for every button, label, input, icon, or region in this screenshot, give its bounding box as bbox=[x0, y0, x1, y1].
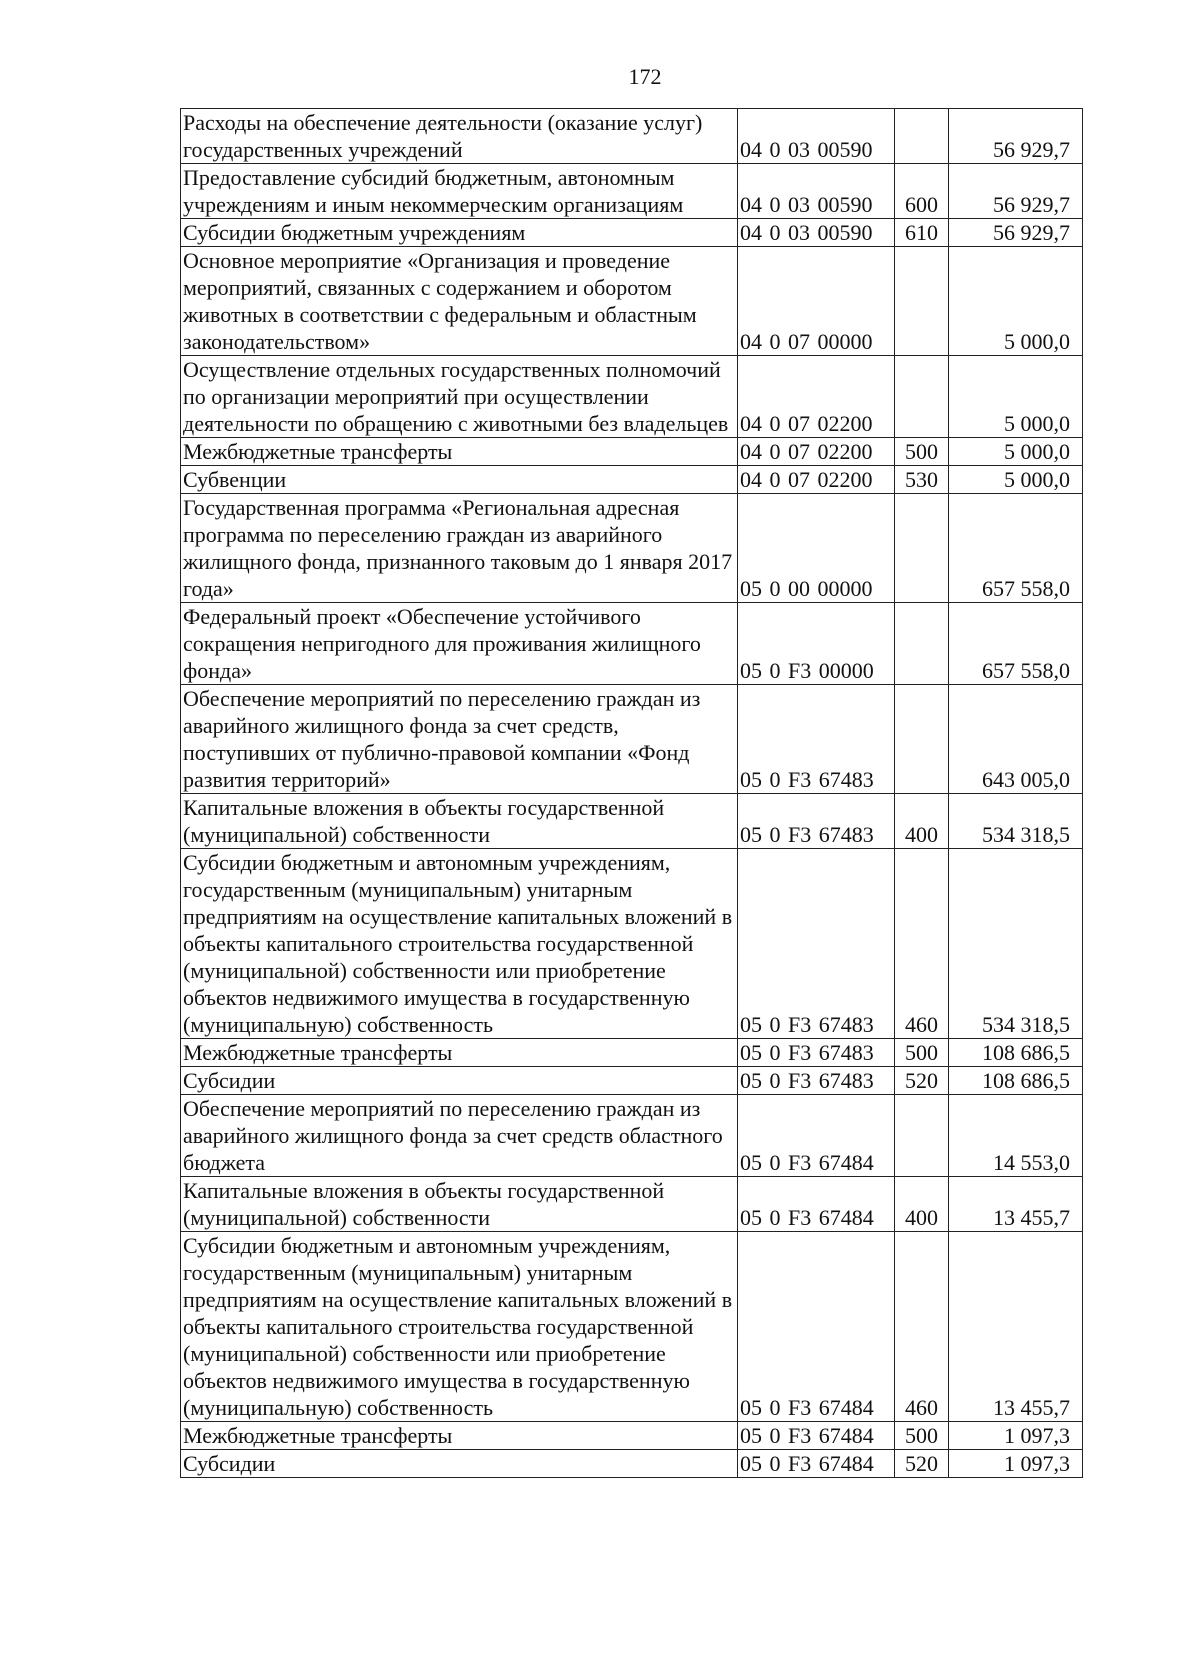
row-code: 05 0 F3 67483 bbox=[738, 685, 895, 794]
row-sum: 56 929,7 bbox=[949, 219, 1083, 247]
table-row bbox=[181, 1095, 1083, 1177]
table-row bbox=[181, 1232, 1083, 1422]
row-name: Осуществление отдельных государственных полномочий по организации мероприятий при осуществлении деятельности по обращению с животными без владельцев bbox=[181, 356, 738, 438]
row-name: Расходы на обеспечение деятельности (оказание услуг) государственных учреждений bbox=[181, 109, 738, 164]
row-code: 05 0 F3 67483 bbox=[738, 849, 895, 1039]
table-row bbox=[181, 356, 1083, 438]
row-name: Субвенции bbox=[181, 466, 738, 494]
row-sum: 14 553,0 bbox=[949, 1095, 1083, 1177]
row-sum: 643 005,0 bbox=[949, 685, 1083, 794]
row-name: Субсидии bbox=[181, 1067, 738, 1095]
row-sum: 657 558,0 bbox=[949, 603, 1083, 685]
row-code: 04 0 07 02200 bbox=[738, 356, 895, 438]
row-kind: 610 bbox=[895, 219, 949, 247]
row-kind bbox=[895, 247, 949, 356]
row-sum: 657 558,0 bbox=[949, 494, 1083, 603]
table-row bbox=[181, 247, 1083, 356]
row-kind bbox=[895, 1095, 949, 1177]
table-row bbox=[181, 164, 1083, 219]
row-code: 04 0 03 00590 bbox=[738, 219, 895, 247]
row-kind: 460 bbox=[895, 849, 949, 1039]
table-row bbox=[181, 849, 1083, 1039]
row-sum: 5 000,0 bbox=[949, 247, 1083, 356]
row-code: 05 0 F3 67484 bbox=[738, 1095, 895, 1177]
table-row bbox=[181, 109, 1083, 164]
table-row bbox=[181, 494, 1083, 603]
table-row bbox=[181, 1177, 1083, 1232]
row-name: Субсидии бюджетным и автономным учреждениям, государственным (муниципальным) унитарным предприятиям на осуществление капитальных вложений в объекты капитального строительства государственной (муниципальной) собственности или приобретение объектов недвижимого имущества в государственную (муниципальную) собственность bbox=[181, 1232, 738, 1422]
row-name: Субсидии bbox=[181, 1450, 738, 1478]
row-kind: 460 bbox=[895, 1232, 949, 1422]
row-kind: 500 bbox=[895, 1039, 949, 1067]
row-sum: 108 686,5 bbox=[949, 1067, 1083, 1095]
row-name: Капитальные вложения в объекты государственной (муниципальной) собственности bbox=[181, 794, 738, 849]
row-name: Обеспечение мероприятий по переселению граждан из аварийного жилищного фонда за счет средств, поступивших от публично-правовой компании «Фонд развития территорий» bbox=[181, 685, 738, 794]
row-sum: 5 000,0 bbox=[949, 466, 1083, 494]
table-row bbox=[181, 438, 1083, 466]
row-name: Межбюджетные трансферты bbox=[181, 438, 738, 466]
row-code: 05 0 00 00000 bbox=[738, 494, 895, 603]
row-code: 05 0 F3 00000 bbox=[738, 603, 895, 685]
row-code: 05 0 F3 67484 bbox=[738, 1422, 895, 1450]
row-code: 05 0 F3 67484 bbox=[738, 1232, 895, 1422]
row-name: Предоставление субсидий бюджетным, автономным учреждениям и иным некоммерческим организациям bbox=[181, 164, 738, 219]
row-code: 04 0 03 00590 bbox=[738, 109, 895, 164]
row-kind: 400 bbox=[895, 1177, 949, 1232]
row-name: Субсидии бюджетным и автономным учреждениям, государственным (муниципальным) унитарным предприятиям на осуществление капитальных вложений в объекты капитального строительства государственной (муниципальной) собственности или приобретение объектов недвижимого имущества в государственную (муниципальную) собственность bbox=[181, 849, 738, 1039]
row-kind bbox=[895, 685, 949, 794]
row-kind: 500 bbox=[895, 438, 949, 466]
row-code: 05 0 F3 67484 bbox=[738, 1450, 895, 1478]
row-code: 05 0 F3 67483 bbox=[738, 1067, 895, 1095]
row-sum: 13 455,7 bbox=[949, 1232, 1083, 1422]
table-row bbox=[181, 1422, 1083, 1450]
page-number: 172 bbox=[628, 64, 662, 89]
row-name: Капитальные вложения в объекты государственной (муниципальной) собственности bbox=[181, 1177, 738, 1232]
row-code: 04 0 07 02200 bbox=[738, 466, 895, 494]
row-sum: 5 000,0 bbox=[949, 356, 1083, 438]
row-code: 05 0 F3 67484 bbox=[738, 1177, 895, 1232]
row-sum: 1 097,3 bbox=[949, 1422, 1083, 1450]
table-row bbox=[181, 794, 1083, 849]
row-name: Федеральный проект «Обеспечение устойчивого сокращения непригодного для проживания жилищного фонда» bbox=[181, 603, 738, 685]
row-sum: 108 686,5 bbox=[949, 1039, 1083, 1067]
table-row bbox=[181, 219, 1083, 247]
row-kind: 520 bbox=[895, 1067, 949, 1095]
row-kind: 520 bbox=[895, 1450, 949, 1478]
row-sum: 56 929,7 bbox=[949, 109, 1083, 164]
table-row bbox=[181, 1039, 1083, 1067]
row-sum: 1 097,3 bbox=[949, 1450, 1083, 1478]
row-kind bbox=[895, 603, 949, 685]
row-kind bbox=[895, 494, 949, 603]
row-sum: 534 318,5 bbox=[949, 849, 1083, 1039]
row-kind bbox=[895, 109, 949, 164]
table-row bbox=[181, 685, 1083, 794]
row-name: Межбюджетные трансферты bbox=[181, 1422, 738, 1450]
table-row bbox=[181, 466, 1083, 494]
row-code: 05 0 F3 67483 bbox=[738, 1039, 895, 1067]
row-name: Межбюджетные трансферты bbox=[181, 1039, 738, 1067]
row-code: 05 0 F3 67483 bbox=[738, 794, 895, 849]
row-sum: 5 000,0 bbox=[949, 438, 1083, 466]
table-row bbox=[181, 1067, 1083, 1095]
row-kind: 600 bbox=[895, 164, 949, 219]
row-sum: 534 318,5 bbox=[949, 794, 1083, 849]
row-kind: 530 bbox=[895, 466, 949, 494]
row-name: Обеспечение мероприятий по переселению граждан из аварийного жилищного фонда за счет средств областного бюджета bbox=[181, 1095, 738, 1177]
row-sum: 56 929,7 bbox=[949, 164, 1083, 219]
budget-table bbox=[180, 108, 1083, 1478]
row-code: 04 0 03 00590 bbox=[738, 164, 895, 219]
row-name: Субсидии бюджетным учреждениям bbox=[181, 219, 738, 247]
row-name: Основное мероприятие «Организация и проведение мероприятий, связанных с содержанием и оборотом животных в соответствии с федеральным и областным законодательством» bbox=[181, 247, 738, 356]
table-row bbox=[181, 1450, 1083, 1478]
row-kind: 400 bbox=[895, 794, 949, 849]
row-kind bbox=[895, 356, 949, 438]
row-kind: 500 bbox=[895, 1422, 949, 1450]
row-name: Государственная программа «Региональная адресная программа по переселению граждан из аварийного жилищного фонда, признанного таковым до 1 января 2017 года» bbox=[181, 494, 738, 603]
table-row bbox=[181, 603, 1083, 685]
row-sum: 13 455,7 bbox=[949, 1177, 1083, 1232]
row-code: 04 0 07 00000 bbox=[738, 247, 895, 356]
row-code: 04 0 07 02200 bbox=[738, 438, 895, 466]
